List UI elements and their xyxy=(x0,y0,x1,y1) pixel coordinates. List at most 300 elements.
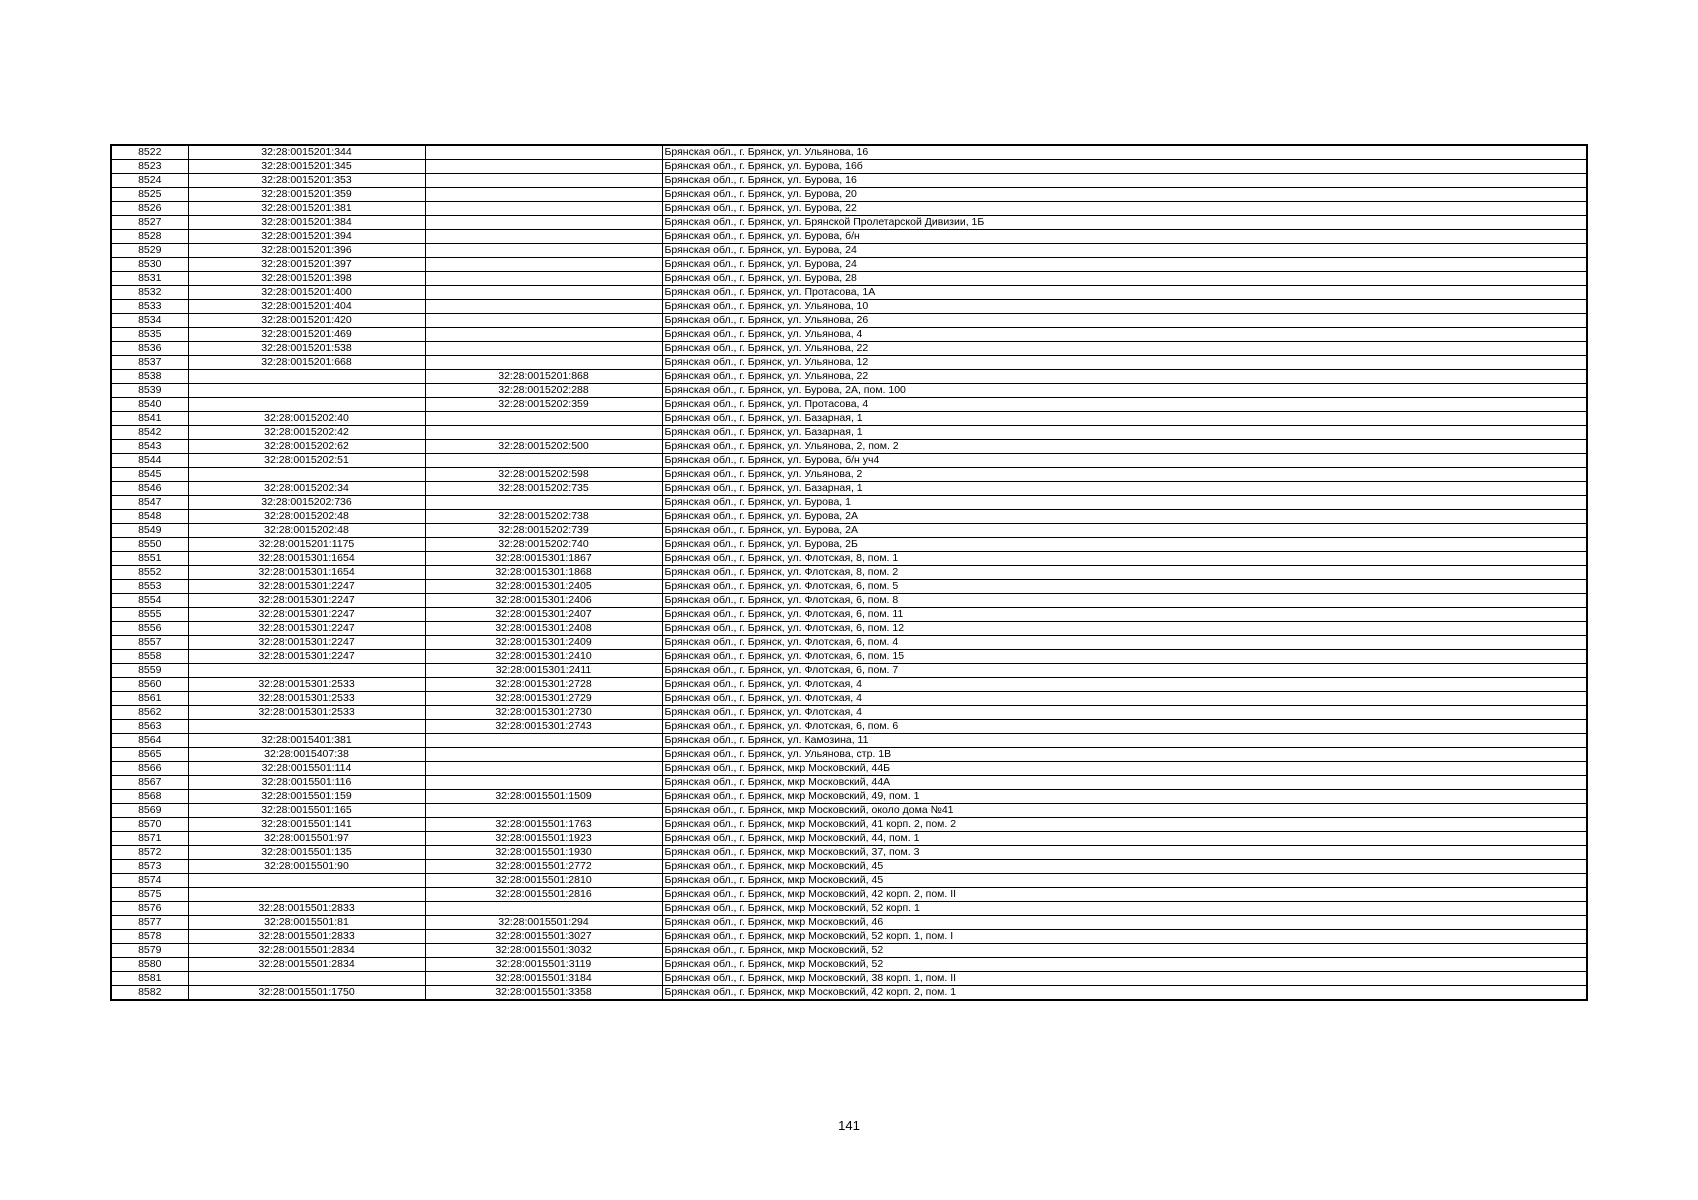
row-number-cell: 8541 xyxy=(111,412,188,426)
address-cell: Брянская обл., г. Брянск, мкр Московский, 52 xyxy=(662,958,1587,972)
object-cadastral-number-cell: 32:28:0015501:294 xyxy=(425,916,662,930)
object-cadastral-number-cell: 32:28:0015301:2408 xyxy=(425,622,662,636)
address-cell: Брянская обл., г. Брянск, ул. Бурова, 24 xyxy=(662,258,1587,272)
table-row xyxy=(111,482,1587,496)
row-number-cell: 8546 xyxy=(111,482,188,496)
address-cell: Брянская обл., г. Брянск, мкр Московский, 44Б xyxy=(662,762,1587,776)
land-cadastral-number-cell: 32:28:0015301:2247 xyxy=(188,622,425,636)
property-register-table xyxy=(110,144,1588,1001)
land-cadastral-number-cell xyxy=(188,972,425,986)
table-row xyxy=(111,342,1587,356)
land-cadastral-number-cell: 32:28:0015301:1654 xyxy=(188,566,425,580)
land-cadastral-number-cell: 32:28:0015201:538 xyxy=(188,342,425,356)
address-cell: Брянская обл., г. Брянск, мкр Московский, 44А xyxy=(662,776,1587,790)
land-cadastral-number-cell: 32:28:0015301:2533 xyxy=(188,706,425,720)
object-cadastral-number-cell: 32:28:0015301:2728 xyxy=(425,678,662,692)
table-row xyxy=(111,398,1587,412)
table-row xyxy=(111,216,1587,230)
address-cell: Брянская обл., г. Брянск, ул. Ульянова, 12 xyxy=(662,356,1587,370)
land-cadastral-number-cell xyxy=(188,384,425,398)
row-number-cell: 8540 xyxy=(111,398,188,412)
address-cell: Брянская обл., г. Брянск, ул. Протасова, 1А xyxy=(662,286,1587,300)
land-cadastral-number-cell: 32:28:0015301:2247 xyxy=(188,580,425,594)
table-row xyxy=(111,706,1587,720)
object-cadastral-number-cell: 32:28:0015202:735 xyxy=(425,482,662,496)
table-row xyxy=(111,608,1587,622)
address-cell: Брянская обл., г. Брянск, мкр Московский, 42 корп. 2, пом. II xyxy=(662,888,1587,902)
address-cell: Брянская обл., г. Брянск, мкр Московский, 46 xyxy=(662,916,1587,930)
row-number-cell: 8549 xyxy=(111,524,188,538)
land-cadastral-number-cell: 32:28:0015501:81 xyxy=(188,916,425,930)
land-cadastral-number-cell xyxy=(188,874,425,888)
row-number-cell: 8573 xyxy=(111,860,188,874)
table-row xyxy=(111,258,1587,272)
row-number-cell: 8535 xyxy=(111,328,188,342)
row-number-cell: 8524 xyxy=(111,174,188,188)
address-cell: Брянская обл., г. Брянск, ул. Флотская, 4 xyxy=(662,706,1587,720)
table-row xyxy=(111,902,1587,916)
object-cadastral-number-cell xyxy=(425,272,662,286)
row-number-cell: 8531 xyxy=(111,272,188,286)
address-cell: Брянская обл., г. Брянск, мкр Московский, 52 корп. 1, пом. I xyxy=(662,930,1587,944)
land-cadastral-number-cell: 32:28:0015202:34 xyxy=(188,482,425,496)
land-cadastral-number-cell: 32:28:0015201:344 xyxy=(188,145,425,160)
row-number-cell: 8575 xyxy=(111,888,188,902)
address-cell: Брянская обл., г. Брянск, мкр Московский, около дома №41 xyxy=(662,804,1587,818)
table-row xyxy=(111,286,1587,300)
address-cell: Брянская обл., г. Брянск, мкр Московский, 45 xyxy=(662,874,1587,888)
table-row xyxy=(111,594,1587,608)
table-row xyxy=(111,748,1587,762)
table-row xyxy=(111,958,1587,972)
object-cadastral-number-cell xyxy=(425,454,662,468)
object-cadastral-number-cell xyxy=(425,342,662,356)
table-row xyxy=(111,300,1587,314)
table-row xyxy=(111,496,1587,510)
object-cadastral-number-cell: 32:28:0015501:1923 xyxy=(425,832,662,846)
object-cadastral-number-cell xyxy=(425,216,662,230)
row-number-cell: 8568 xyxy=(111,790,188,804)
land-cadastral-number-cell: 32:28:0015202:40 xyxy=(188,412,425,426)
row-number-cell: 8543 xyxy=(111,440,188,454)
row-number-cell: 8523 xyxy=(111,160,188,174)
address-cell: Брянская обл., г. Брянск, ул. Флотская, 6, пом. 6 xyxy=(662,720,1587,734)
address-cell: Брянская обл., г. Брянск, ул. Флотская, 6, пом. 11 xyxy=(662,608,1587,622)
object-cadastral-number-cell xyxy=(425,328,662,342)
row-number-cell: 8576 xyxy=(111,902,188,916)
address-cell: Брянская обл., г. Брянск, ул. Бурова, б/н уч4 xyxy=(662,454,1587,468)
row-number-cell: 8572 xyxy=(111,846,188,860)
address-cell: Брянская обл., г. Брянск, ул. Камозина, 11 xyxy=(662,734,1587,748)
address-cell: Брянская обл., г. Брянск, ул. Флотская, 8, пом. 2 xyxy=(662,566,1587,580)
row-number-cell: 8582 xyxy=(111,986,188,1001)
row-number-cell: 8563 xyxy=(111,720,188,734)
land-cadastral-number-cell: 32:28:0015501:114 xyxy=(188,762,425,776)
table-row xyxy=(111,188,1587,202)
address-cell: Брянская обл., г. Брянск, ул. Протасова, 4 xyxy=(662,398,1587,412)
row-number-cell: 8569 xyxy=(111,804,188,818)
row-number-cell: 8571 xyxy=(111,832,188,846)
land-cadastral-number-cell: 32:28:0015301:2247 xyxy=(188,608,425,622)
row-number-cell: 8522 xyxy=(111,145,188,160)
address-cell: Брянская обл., г. Брянск, ул. Ульянова, 10 xyxy=(662,300,1587,314)
register-table-body xyxy=(111,145,1587,1000)
row-number-cell: 8525 xyxy=(111,188,188,202)
land-cadastral-number-cell: 32:28:0015201:396 xyxy=(188,244,425,258)
table-row xyxy=(111,468,1587,482)
object-cadastral-number-cell xyxy=(425,412,662,426)
row-number-cell: 8533 xyxy=(111,300,188,314)
row-number-cell: 8560 xyxy=(111,678,188,692)
row-number-cell: 8552 xyxy=(111,566,188,580)
row-number-cell: 8532 xyxy=(111,286,188,300)
land-cadastral-number-cell: 32:28:0015201:394 xyxy=(188,230,425,244)
land-cadastral-number-cell: 32:28:0015201:381 xyxy=(188,202,425,216)
table-row xyxy=(111,930,1587,944)
object-cadastral-number-cell: 32:28:0015301:2407 xyxy=(425,608,662,622)
address-cell: Брянская обл., г. Брянск, ул. Бурова, 1 xyxy=(662,496,1587,510)
address-cell: Брянская обл., г. Брянск, ул. Бурова, 2А xyxy=(662,524,1587,538)
land-cadastral-number-cell xyxy=(188,370,425,384)
table-row xyxy=(111,860,1587,874)
object-cadastral-number-cell: 32:28:0015501:3358 xyxy=(425,986,662,1001)
address-cell: Брянская обл., г. Брянск, мкр Московский, 41 корп. 2, пом. 2 xyxy=(662,818,1587,832)
object-cadastral-number-cell xyxy=(425,496,662,510)
table-row xyxy=(111,538,1587,552)
address-cell: Брянская обл., г. Брянск, ул. Ульянова, 4 xyxy=(662,328,1587,342)
address-cell: Брянская обл., г. Брянск, ул. Флотская, 4 xyxy=(662,692,1587,706)
object-cadastral-number-cell: 32:28:0015301:2743 xyxy=(425,720,662,734)
address-cell: Брянская обл., г. Брянск, ул. Флотская, 8, пом. 1 xyxy=(662,552,1587,566)
land-cadastral-number-cell xyxy=(188,664,425,678)
land-cadastral-number-cell: 32:28:0015501:165 xyxy=(188,804,425,818)
row-number-cell: 8548 xyxy=(111,510,188,524)
row-number-cell: 8578 xyxy=(111,930,188,944)
object-cadastral-number-cell xyxy=(425,202,662,216)
row-number-cell: 8538 xyxy=(111,370,188,384)
table-row xyxy=(111,566,1587,580)
land-cadastral-number-cell: 32:28:0015201:384 xyxy=(188,216,425,230)
land-cadastral-number-cell: 32:28:0015501:2833 xyxy=(188,902,425,916)
row-number-cell: 8561 xyxy=(111,692,188,706)
table-row xyxy=(111,944,1587,958)
row-number-cell: 8529 xyxy=(111,244,188,258)
table-row xyxy=(111,174,1587,188)
object-cadastral-number-cell xyxy=(425,426,662,440)
land-cadastral-number-cell: 32:28:0015407:38 xyxy=(188,748,425,762)
object-cadastral-number-cell: 32:28:0015501:3027 xyxy=(425,930,662,944)
address-cell: Брянская обл., г. Брянск, ул. Базарная, 1 xyxy=(662,482,1587,496)
table-row xyxy=(111,145,1587,160)
table-row xyxy=(111,678,1587,692)
table-row xyxy=(111,692,1587,706)
land-cadastral-number-cell: 32:28:0015202:48 xyxy=(188,524,425,538)
land-cadastral-number-cell: 32:28:0015201:345 xyxy=(188,160,425,174)
table-row xyxy=(111,734,1587,748)
object-cadastral-number-cell xyxy=(425,734,662,748)
table-row xyxy=(111,790,1587,804)
land-cadastral-number-cell: 32:28:0015501:159 xyxy=(188,790,425,804)
table-row xyxy=(111,314,1587,328)
land-cadastral-number-cell: 32:28:0015201:353 xyxy=(188,174,425,188)
object-cadastral-number-cell xyxy=(425,356,662,370)
row-number-cell: 8550 xyxy=(111,538,188,552)
address-cell: Брянская обл., г. Брянск, ул. Ульянова, 2 xyxy=(662,468,1587,482)
address-cell: Брянская обл., г. Брянск, ул. Флотская, 4 xyxy=(662,678,1587,692)
object-cadastral-number-cell: 32:28:0015202:738 xyxy=(425,510,662,524)
object-cadastral-number-cell xyxy=(425,804,662,818)
address-cell: Брянская обл., г. Брянск, ул. Брянской Пролетарской Дивизии, 1Б xyxy=(662,216,1587,230)
table-row xyxy=(111,272,1587,286)
table-row xyxy=(111,622,1587,636)
land-cadastral-number-cell xyxy=(188,888,425,902)
land-cadastral-number-cell: 32:28:0015201:400 xyxy=(188,286,425,300)
table-row xyxy=(111,580,1587,594)
row-number-cell: 8536 xyxy=(111,342,188,356)
object-cadastral-number-cell: 32:28:0015202:359 xyxy=(425,398,662,412)
land-cadastral-number-cell xyxy=(188,398,425,412)
table-row xyxy=(111,776,1587,790)
object-cadastral-number-cell xyxy=(425,314,662,328)
object-cadastral-number-cell: 32:28:0015301:2405 xyxy=(425,580,662,594)
address-cell: Брянская обл., г. Брянск, мкр Московский, 45 xyxy=(662,860,1587,874)
row-number-cell: 8557 xyxy=(111,636,188,650)
land-cadastral-number-cell: 32:28:0015401:381 xyxy=(188,734,425,748)
object-cadastral-number-cell: 32:28:0015201:868 xyxy=(425,370,662,384)
address-cell: Брянская обл., г. Брянск, ул. Флотская, 6, пом. 4 xyxy=(662,636,1587,650)
address-cell: Брянская обл., г. Брянск, ул. Бурова, 16б xyxy=(662,160,1587,174)
table-row xyxy=(111,370,1587,384)
table-row xyxy=(111,552,1587,566)
address-cell: Брянская обл., г. Брянск, ул. Бурова, 24 xyxy=(662,244,1587,258)
row-number-cell: 8570 xyxy=(111,818,188,832)
object-cadastral-number-cell: 32:28:0015202:288 xyxy=(425,384,662,398)
land-cadastral-number-cell: 32:28:0015202:62 xyxy=(188,440,425,454)
land-cadastral-number-cell: 32:28:0015201:397 xyxy=(188,258,425,272)
row-number-cell: 8542 xyxy=(111,426,188,440)
row-number-cell: 8556 xyxy=(111,622,188,636)
row-number-cell: 8567 xyxy=(111,776,188,790)
land-cadastral-number-cell: 32:28:0015501:2834 xyxy=(188,958,425,972)
address-cell: Брянская обл., г. Брянск, ул. Базарная, 1 xyxy=(662,412,1587,426)
row-number-cell: 8564 xyxy=(111,734,188,748)
table-row xyxy=(111,510,1587,524)
table-row xyxy=(111,202,1587,216)
table-row xyxy=(111,230,1587,244)
land-cadastral-number-cell: 32:28:0015301:2247 xyxy=(188,650,425,664)
object-cadastral-number-cell xyxy=(425,244,662,258)
address-cell: Брянская обл., г. Брянск, ул. Ульянова, 2, пом. 2 xyxy=(662,440,1587,454)
object-cadastral-number-cell: 32:28:0015202:740 xyxy=(425,538,662,552)
address-cell: Брянская обл., г. Брянск, ул. Ульянова, 16 xyxy=(662,145,1587,160)
land-cadastral-number-cell: 32:28:0015201:404 xyxy=(188,300,425,314)
row-number-cell: 8577 xyxy=(111,916,188,930)
object-cadastral-number-cell: 32:28:0015301:1867 xyxy=(425,552,662,566)
object-cadastral-number-cell xyxy=(425,258,662,272)
table-row xyxy=(111,874,1587,888)
address-cell: Брянская обл., г. Брянск, ул. Флотская, 6, пом. 15 xyxy=(662,650,1587,664)
row-number-cell: 8528 xyxy=(111,230,188,244)
address-cell: Брянская обл., г. Брянск, ул. Ульянова, 26 xyxy=(662,314,1587,328)
row-number-cell: 8565 xyxy=(111,748,188,762)
object-cadastral-number-cell xyxy=(425,776,662,790)
object-cadastral-number-cell: 32:28:0015301:2406 xyxy=(425,594,662,608)
land-cadastral-number-cell: 32:28:0015501:141 xyxy=(188,818,425,832)
object-cadastral-number-cell: 32:28:0015501:1930 xyxy=(425,846,662,860)
address-cell: Брянская обл., г. Брянск, мкр Московский, 38 корп. 1, пом. II xyxy=(662,972,1587,986)
address-cell: Брянская обл., г. Брянск, ул. Бурова, б/н xyxy=(662,230,1587,244)
table-row xyxy=(111,804,1587,818)
address-cell: Брянская обл., г. Брянск, ул. Бурова, 2А xyxy=(662,510,1587,524)
row-number-cell: 8545 xyxy=(111,468,188,482)
address-cell: Брянская обл., г. Брянск, мкр Московский, 49, пом. 1 xyxy=(662,790,1587,804)
object-cadastral-number-cell: 32:28:0015501:1763 xyxy=(425,818,662,832)
object-cadastral-number-cell: 32:28:0015202:739 xyxy=(425,524,662,538)
land-cadastral-number-cell: 32:28:0015501:2833 xyxy=(188,930,425,944)
land-cadastral-number-cell: 32:28:0015201:359 xyxy=(188,188,425,202)
row-number-cell: 8553 xyxy=(111,580,188,594)
land-cadastral-number-cell: 32:28:0015201:1175 xyxy=(188,538,425,552)
table-row xyxy=(111,916,1587,930)
object-cadastral-number-cell: 32:28:0015301:2410 xyxy=(425,650,662,664)
row-number-cell: 8579 xyxy=(111,944,188,958)
table-row xyxy=(111,762,1587,776)
table-row xyxy=(111,440,1587,454)
land-cadastral-number-cell: 32:28:0015201:398 xyxy=(188,272,425,286)
object-cadastral-number-cell xyxy=(425,145,662,160)
row-number-cell: 8580 xyxy=(111,958,188,972)
row-number-cell: 8547 xyxy=(111,496,188,510)
object-cadastral-number-cell: 32:28:0015501:3184 xyxy=(425,972,662,986)
object-cadastral-number-cell: 32:28:0015301:2730 xyxy=(425,706,662,720)
address-cell: Брянская обл., г. Брянск, ул. Флотская, 6, пом. 12 xyxy=(662,622,1587,636)
row-number-cell: 8539 xyxy=(111,384,188,398)
row-number-cell: 8537 xyxy=(111,356,188,370)
address-cell: Брянская обл., г. Брянск, ул. Базарная, 1 xyxy=(662,426,1587,440)
object-cadastral-number-cell xyxy=(425,762,662,776)
land-cadastral-number-cell: 32:28:0015202:48 xyxy=(188,510,425,524)
address-cell: Брянская обл., г. Брянск, ул. Флотская, 6, пом. 7 xyxy=(662,664,1587,678)
address-cell: Брянская обл., г. Брянск, ул. Бурова, 20 xyxy=(662,188,1587,202)
object-cadastral-number-cell: 32:28:0015301:1868 xyxy=(425,566,662,580)
land-cadastral-number-cell: 32:28:0015301:1654 xyxy=(188,552,425,566)
address-cell: Брянская обл., г. Брянск, ул. Бурова, 28 xyxy=(662,272,1587,286)
table-row xyxy=(111,524,1587,538)
table-row xyxy=(111,832,1587,846)
address-cell: Брянская обл., г. Брянск, ул. Бурова, 16 xyxy=(662,174,1587,188)
address-cell: Брянская обл., г. Брянск, ул. Бурова, 2Б xyxy=(662,538,1587,552)
row-number-cell: 8562 xyxy=(111,706,188,720)
object-cadastral-number-cell: 32:28:0015301:2411 xyxy=(425,664,662,678)
table-row xyxy=(111,972,1587,986)
land-cadastral-number-cell: 32:28:0015501:90 xyxy=(188,860,425,874)
land-cadastral-number-cell xyxy=(188,720,425,734)
land-cadastral-number-cell: 32:28:0015301:2247 xyxy=(188,594,425,608)
land-cadastral-number-cell: 32:28:0015201:420 xyxy=(188,314,425,328)
row-number-cell: 8566 xyxy=(111,762,188,776)
row-number-cell: 8558 xyxy=(111,650,188,664)
object-cadastral-number-cell: 32:28:0015202:500 xyxy=(425,440,662,454)
table-row xyxy=(111,664,1587,678)
land-cadastral-number-cell: 32:28:0015202:42 xyxy=(188,426,425,440)
object-cadastral-number-cell xyxy=(425,230,662,244)
address-cell: Брянская обл., г. Брянск, ул. Бурова, 22 xyxy=(662,202,1587,216)
land-cadastral-number-cell: 32:28:0015301:2533 xyxy=(188,678,425,692)
address-cell: Брянская обл., г. Брянск, мкр Московский, 37, пом. 3 xyxy=(662,846,1587,860)
table-row xyxy=(111,720,1587,734)
table-row xyxy=(111,384,1587,398)
land-cadastral-number-cell: 32:28:0015501:2834 xyxy=(188,944,425,958)
address-cell: Брянская обл., г. Брянск, ул. Ульянова, 22 xyxy=(662,342,1587,356)
table-row xyxy=(111,160,1587,174)
row-number-cell: 8554 xyxy=(111,594,188,608)
table-row xyxy=(111,328,1587,342)
table-row xyxy=(111,244,1587,258)
row-number-cell: 8555 xyxy=(111,608,188,622)
land-cadastral-number-cell: 32:28:0015501:135 xyxy=(188,846,425,860)
address-cell: Брянская обл., г. Брянск, ул. Ульянова, 22 xyxy=(662,370,1587,384)
table-row xyxy=(111,818,1587,832)
land-cadastral-number-cell: 32:28:0015501:116 xyxy=(188,776,425,790)
land-cadastral-number-cell: 32:28:0015501:97 xyxy=(188,832,425,846)
object-cadastral-number-cell: 32:28:0015501:2816 xyxy=(425,888,662,902)
address-cell: Брянская обл., г. Брянск, ул. Бурова, 2А, пом. 100 xyxy=(662,384,1587,398)
object-cadastral-number-cell xyxy=(425,160,662,174)
object-cadastral-number-cell xyxy=(425,188,662,202)
table-row xyxy=(111,846,1587,860)
land-cadastral-number-cell: 32:28:0015202:51 xyxy=(188,454,425,468)
object-cadastral-number-cell: 32:28:0015501:2772 xyxy=(425,860,662,874)
land-cadastral-number-cell xyxy=(188,468,425,482)
row-number-cell: 8551 xyxy=(111,552,188,566)
object-cadastral-number-cell: 32:28:0015501:3032 xyxy=(425,944,662,958)
table-row xyxy=(111,986,1587,1001)
object-cadastral-number-cell xyxy=(425,300,662,314)
object-cadastral-number-cell xyxy=(425,748,662,762)
row-number-cell: 8581 xyxy=(111,972,188,986)
object-cadastral-number-cell: 32:28:0015501:1509 xyxy=(425,790,662,804)
object-cadastral-number-cell: 32:28:0015501:3119 xyxy=(425,958,662,972)
land-cadastral-number-cell: 32:28:0015501:1750 xyxy=(188,986,425,1001)
address-cell: Брянская обл., г. Брянск, мкр Московский, 44, пом. 1 xyxy=(662,832,1587,846)
page-number: 141 xyxy=(838,1118,860,1133)
land-cadastral-number-cell: 32:28:0015202:736 xyxy=(188,496,425,510)
object-cadastral-number-cell: 32:28:0015202:598 xyxy=(425,468,662,482)
address-cell: Брянская обл., г. Брянск, ул. Флотская, 6, пом. 5 xyxy=(662,580,1587,594)
object-cadastral-number-cell xyxy=(425,174,662,188)
address-cell: Брянская обл., г. Брянск, ул. Флотская, 6, пом. 8 xyxy=(662,594,1587,608)
address-cell: Брянская обл., г. Брянск, мкр Московский, 42 корп. 2, пом. 1 xyxy=(662,986,1587,1001)
table-row xyxy=(111,454,1587,468)
land-cadastral-number-cell: 32:28:0015301:2533 xyxy=(188,692,425,706)
row-number-cell: 8530 xyxy=(111,258,188,272)
table-row xyxy=(111,888,1587,902)
row-number-cell: 8527 xyxy=(111,216,188,230)
row-number-cell: 8574 xyxy=(111,874,188,888)
row-number-cell: 8544 xyxy=(111,454,188,468)
object-cadastral-number-cell: 32:28:0015301:2729 xyxy=(425,692,662,706)
table-row xyxy=(111,412,1587,426)
table-row xyxy=(111,650,1587,664)
address-cell: Брянская обл., г. Брянск, ул. Ульянова, стр. 1В xyxy=(662,748,1587,762)
address-cell: Брянская обл., г. Брянск, мкр Московский, 52 корп. 1 xyxy=(662,902,1587,916)
land-cadastral-number-cell: 32:28:0015201:469 xyxy=(188,328,425,342)
row-number-cell: 8534 xyxy=(111,314,188,328)
land-cadastral-number-cell: 32:28:0015201:668 xyxy=(188,356,425,370)
object-cadastral-number-cell xyxy=(425,286,662,300)
row-number-cell: 8526 xyxy=(111,202,188,216)
row-number-cell: 8559 xyxy=(111,664,188,678)
